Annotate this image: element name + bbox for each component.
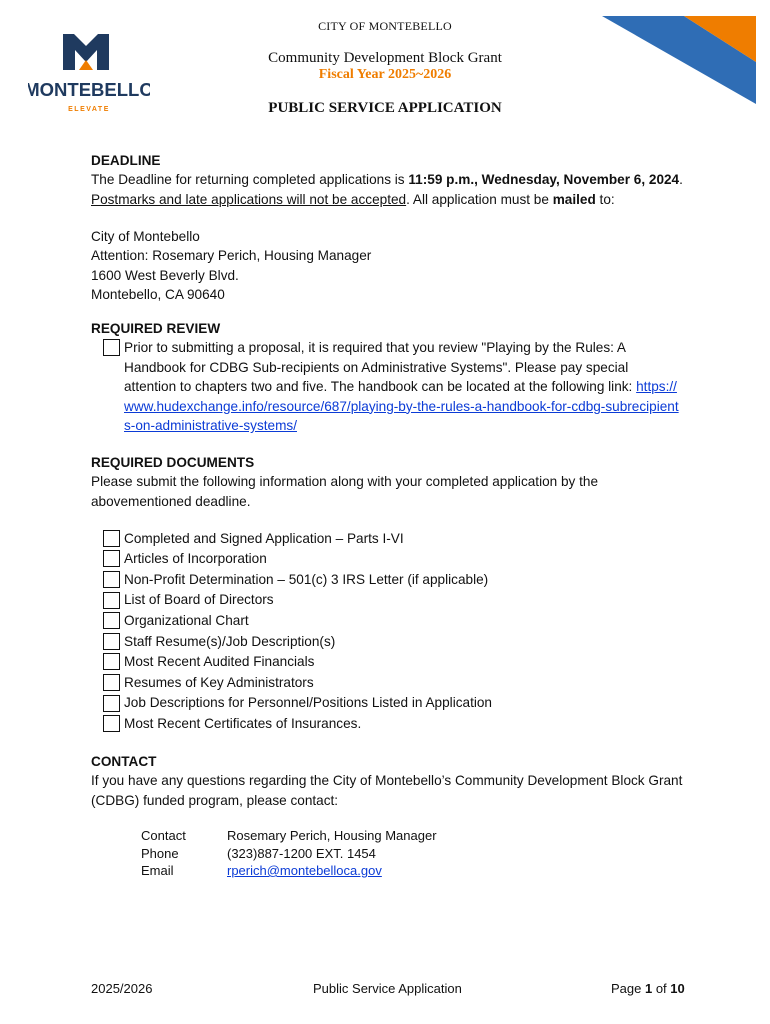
document-label: Most Recent Audited Financials xyxy=(124,654,315,670)
email-row xyxy=(141,862,437,880)
page-number xyxy=(611,981,685,996)
mailing-address xyxy=(91,227,691,305)
document-checkbox[interactable] xyxy=(103,633,120,650)
mailed-word: mailed xyxy=(552,191,596,207)
page-current: 1 xyxy=(644,981,653,996)
documents-intro: Please submit the following information along with your completed application by the abovementioned deadline. xyxy=(91,474,599,509)
grant-title: Community Development Block Grant xyxy=(268,50,502,66)
documents-checklist xyxy=(91,528,691,734)
contact-row xyxy=(141,827,437,845)
document-label: Job Descriptions for Personnel/Positions Listed in Application xyxy=(124,695,492,711)
application-title: PUBLIC SERVICE APPLICATION xyxy=(268,100,502,116)
deadline-text-part: . All application must be xyxy=(406,191,553,207)
document-checkbox[interactable] xyxy=(103,695,120,712)
logo-text: MONTEBELLO xyxy=(28,79,150,100)
review-checkbox[interactable] xyxy=(103,339,120,356)
document-item xyxy=(91,693,691,714)
documents-heading: REQUIRED DOCUMENTS xyxy=(91,455,255,470)
page-total: 10 xyxy=(670,981,685,996)
page-prefix: Page xyxy=(611,981,645,996)
document-item xyxy=(91,528,691,549)
deadline-heading: DEADLINE xyxy=(91,153,161,168)
email-label: Email xyxy=(141,863,174,878)
document-checkbox[interactable] xyxy=(103,530,120,547)
contact-intro: If you have any questions regarding the City of Montebello’s Community Development Block Grant (CDBG) funded program, please contact: xyxy=(91,773,683,808)
address-line: City of Montebello xyxy=(91,229,200,244)
logo-tagline: ELEVATE xyxy=(68,106,110,113)
document-checkbox[interactable] xyxy=(103,571,120,588)
email-link[interactable]: rperich@montebelloca.gov xyxy=(227,863,382,878)
document-item xyxy=(91,569,691,590)
document-label: Articles of Incorporation xyxy=(124,551,267,567)
footer-title: Public Service Application xyxy=(313,981,462,996)
deadline-text xyxy=(91,170,691,209)
deadline-date: 11:59 p.m., Wednesday, November 6, 2024 xyxy=(408,172,680,188)
document-item xyxy=(91,549,691,570)
contact-name: Rosemary Perich, Housing Manager xyxy=(227,828,437,843)
city-name: CITY OF MONTEBELLO xyxy=(318,19,452,33)
deadline-text-part: . xyxy=(679,172,683,188)
document-item xyxy=(91,590,691,611)
handbook-link[interactable]: https://www.hudexchange.info/resource/687/playing-by-the-rules-a-handbook-for-cdbg-subrecipients-on-administrative-systems/ xyxy=(124,379,679,434)
document-item xyxy=(91,652,691,673)
document-item xyxy=(91,631,691,652)
review-text: Prior to submitting a proposal, it is required that you review "Playing by the Rules: A Handbook for CDBG Sub-recipients on Administrative Systems". Please pay special attention to chapters two and five. The handbook can be located at the following link: xyxy=(124,340,633,395)
phone-number: (323)887-1200 EXT. 1454 xyxy=(227,845,376,861)
document-checkbox[interactable] xyxy=(103,653,120,670)
document-checkbox[interactable] xyxy=(103,715,120,732)
postmark-warning: Postmarks and late applications will not be accepted xyxy=(91,191,407,207)
review-checkbox-row xyxy=(91,338,691,435)
document-label: Organizational Chart xyxy=(124,612,249,628)
contact-details xyxy=(141,827,437,880)
document-item xyxy=(91,672,691,693)
document-label: Completed and Signed Application – Parts I-VI xyxy=(124,530,404,546)
document-label: Resumes of Key Administrators xyxy=(124,674,314,690)
document-checkbox[interactable] xyxy=(103,674,120,691)
deadline-section xyxy=(91,151,691,209)
required-review-section xyxy=(91,319,691,435)
document-item xyxy=(91,610,691,631)
document-item xyxy=(91,713,691,734)
document-label: Staff Resume(s)/Job Description(s) xyxy=(124,633,336,649)
review-text-block xyxy=(124,338,684,435)
document-label: List of Board of Directors xyxy=(124,592,274,608)
fiscal-year: Fiscal Year 2025~2026 xyxy=(318,67,452,82)
contact-heading: CONTACT xyxy=(91,754,157,769)
footer-year: 2025/2026 xyxy=(91,981,153,996)
phone-row xyxy=(141,845,437,863)
address-line: Attention: Rosemary Perich, Housing Manager xyxy=(91,248,372,264)
deadline-text-part: to: xyxy=(595,191,615,207)
document-checkbox[interactable] xyxy=(103,550,120,567)
document-label: Non-Profit Determination – 501(c) 3 IRS Letter (if applicable) xyxy=(124,571,489,587)
document-label: Most Recent Certificates of Insurances. xyxy=(124,715,362,731)
contact-section xyxy=(91,752,691,810)
address-line: Montebello, CA 90640 xyxy=(91,287,225,303)
review-heading: REQUIRED REVIEW xyxy=(91,321,221,336)
contact-label: Contact xyxy=(141,828,186,843)
document-checkbox[interactable] xyxy=(103,612,120,629)
address-line: 1600 West Beverly Blvd. xyxy=(91,267,239,283)
document-checkbox[interactable] xyxy=(103,592,120,609)
deadline-text-part: The Deadline for returning completed applications is xyxy=(91,172,409,188)
phone-label: Phone xyxy=(141,845,179,861)
required-documents-section xyxy=(91,453,691,511)
page-mid: of xyxy=(652,981,671,996)
